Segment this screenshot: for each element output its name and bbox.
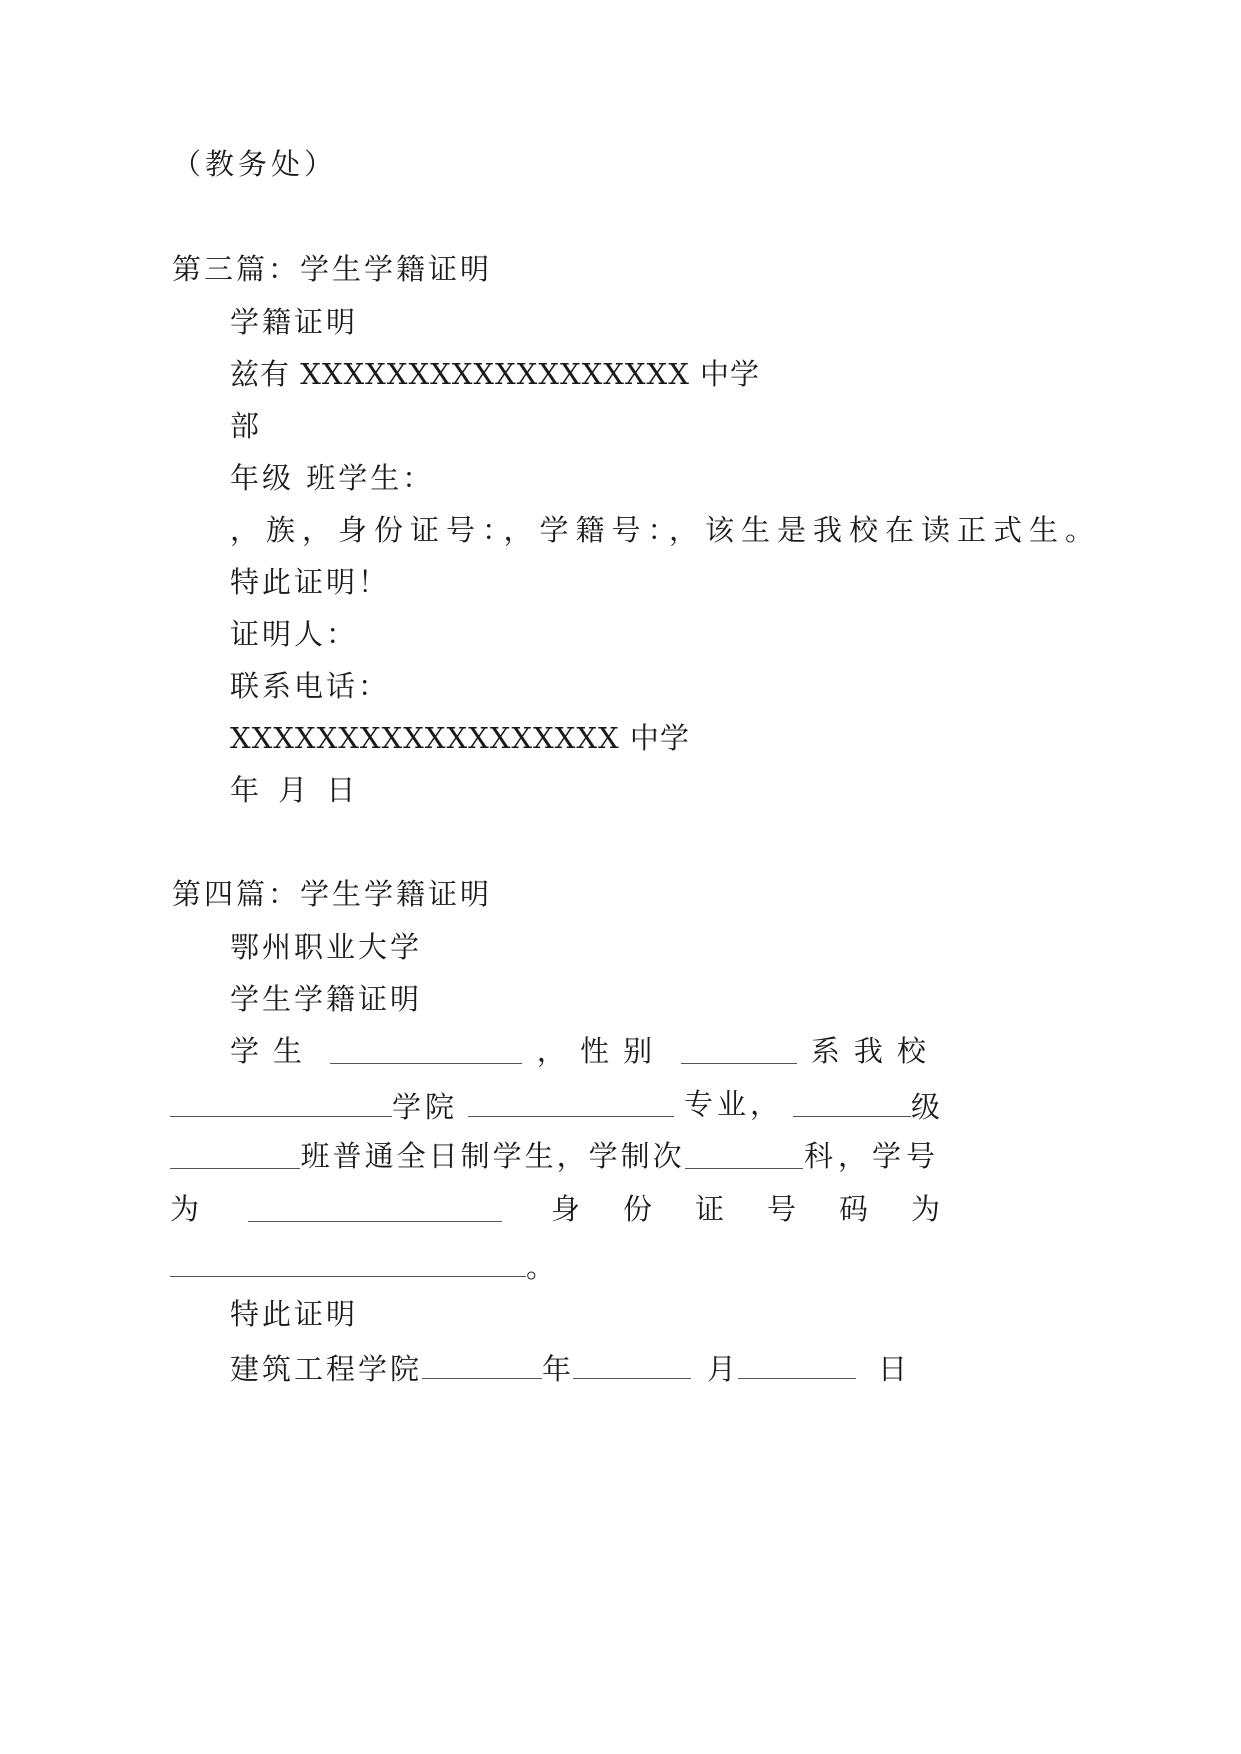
- gender-blank: [681, 1037, 797, 1064]
- student-number-blank: [248, 1195, 502, 1222]
- section4-paragraph-line-2: [170, 1087, 940, 1125]
- year-blank: [573, 1352, 691, 1379]
- section4-closing: 特此证明: [230, 1297, 359, 1331]
- month-blank: [738, 1352, 856, 1379]
- label-belongs-school: 系我校: [810, 1034, 940, 1068]
- grade-blank: [793, 1090, 911, 1117]
- label-student: 学生: [230, 1034, 317, 1068]
- section4-signature-date-line: [230, 1352, 908, 1387]
- major-blank: [468, 1090, 674, 1117]
- student-name-blank: [330, 1037, 522, 1064]
- label-is: 为: [170, 1192, 200, 1226]
- label-student-number: 科，学号: [803, 1139, 940, 1173]
- sign-blank: [422, 1352, 542, 1379]
- section4-title: 第四篇：学生学籍证明: [172, 877, 493, 911]
- label-day: 日: [878, 1352, 908, 1387]
- section4-school-name: 鄂州职业大学: [230, 930, 423, 964]
- label-grade: 级: [910, 1090, 940, 1125]
- section4-paragraph-line-4: [170, 1192, 983, 1226]
- header-note: （教务处）: [172, 147, 338, 181]
- class-blank: [170, 1142, 300, 1169]
- section3-line-school-sign: XXXXXXXXXXXXXXXXXX 中学: [230, 721, 690, 755]
- id-number-blank: [170, 1250, 526, 1277]
- section3-line-hereby: 特此证明！: [230, 565, 391, 599]
- label-gender: 性别: [580, 1034, 667, 1068]
- label-college: 学院: [392, 1090, 459, 1125]
- label-id-number: 身份证号码为: [550, 1192, 983, 1226]
- section3-line-department: 部: [230, 409, 260, 443]
- section4-paragraph-line-1: [230, 1034, 940, 1068]
- label-month: 月: [707, 1352, 737, 1387]
- section3-line-student-info: ，族，身份证号：，学籍号：，该生是我校在读正式生。: [230, 513, 1102, 547]
- section3-doc-title: 学籍证明: [230, 305, 359, 339]
- degree-level-blank: [685, 1142, 803, 1169]
- section4-doc-title: 学生学籍证明: [230, 982, 423, 1016]
- section3-line-phone: 联系电话：: [230, 669, 391, 703]
- section3-line-grade-class: 年级 班学生：: [230, 461, 435, 495]
- label-year: 年: [542, 1352, 572, 1387]
- section3-line-date: 年 月 日: [230, 773, 361, 807]
- period: 。: [526, 1250, 556, 1285]
- comma: ，: [536, 1034, 566, 1068]
- label-fulltime-student: 班普通全日制学生，学制次: [300, 1139, 685, 1173]
- section3-title: 第三篇：学生学籍证明: [172, 252, 493, 286]
- section3-line-school: 兹有 XXXXXXXXXXXXXXXXXX 中学: [230, 357, 761, 391]
- signature-org: 建筑工程学院: [230, 1352, 423, 1387]
- section3-line-certifier: 证明人：: [230, 617, 359, 651]
- label-major: 专业，: [683, 1087, 783, 1121]
- college-blank: [170, 1090, 392, 1117]
- section4-paragraph-line-3: [170, 1139, 940, 1173]
- section4-paragraph-line-5: [170, 1250, 556, 1285]
